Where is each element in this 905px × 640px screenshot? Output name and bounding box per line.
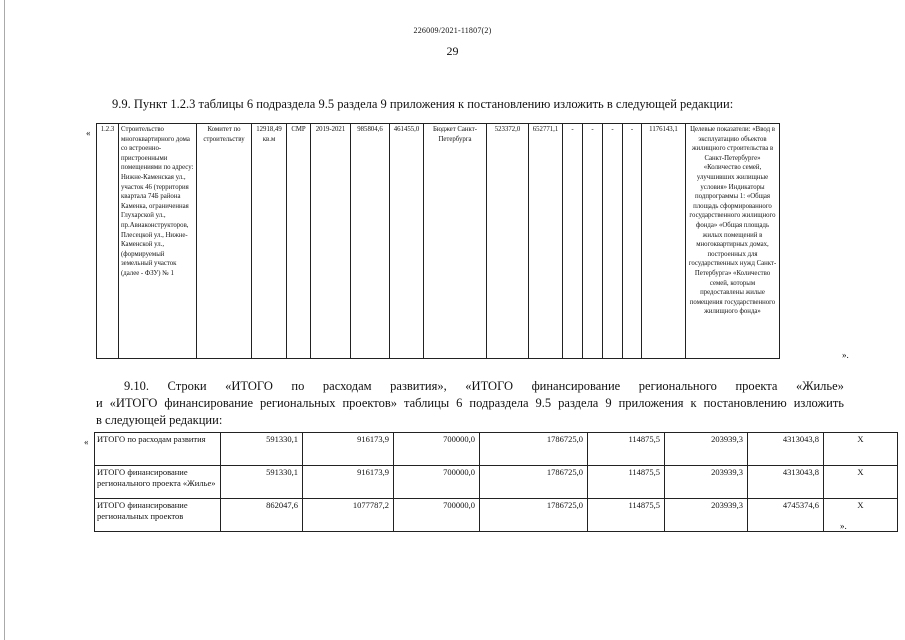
cell-type: СМР (287, 124, 311, 359)
table2-close-quote: ». (840, 521, 847, 531)
row-value: 862047,6 (221, 499, 303, 532)
page-number: 29 (446, 44, 459, 58)
cell-value-2: 461455,0 (390, 124, 424, 359)
table-row (95, 433, 898, 466)
cell-object: Строительство многоквартирного дома со встроенно-пристроенными помещениями по адресу: Нижне-Каменская ул., участок 46 (территория квартала 74Б района Каменка, ограниченная Глухарской ул., пр.Авиаконструкторов, Плесецкой ул., Нижне-Каменской ул., (формируемый земельный участок (далее - ФЗУ) № 1 (119, 124, 197, 359)
row-value: 114875,5 (588, 499, 665, 532)
totals-table (94, 432, 898, 532)
row-value: 1077787,2 (303, 499, 394, 532)
cell-area: 12918,49 кв.м (252, 124, 287, 359)
paragraph-word: расходам (322, 379, 372, 393)
row-value: 1786725,0 (480, 499, 588, 532)
scan-edge-line (4, 0, 5, 640)
row-value: 4313043,8 (748, 466, 824, 499)
paragraph-word: по (291, 379, 305, 393)
cell-value-4: 652771,1 (529, 124, 563, 359)
document-number: 226009/2021-11807(2) (413, 26, 492, 35)
table1-close-quote: ». (842, 350, 849, 360)
row-value: 4313043,8 (748, 433, 824, 466)
row-value: 114875,5 (588, 433, 665, 466)
row-label: ИТОГО финансирование региональных проектов (95, 499, 221, 532)
row-value: 1786725,0 (480, 433, 588, 466)
row-value: 203939,3 (665, 433, 748, 466)
table2-open-quote: « (84, 437, 89, 447)
cell-dash-3: - (603, 124, 623, 359)
row-value: 916173,9 (303, 433, 394, 466)
paragraph-word: «ИТОГО (225, 379, 273, 393)
row-value: 700000,0 (394, 466, 480, 499)
row-value: 1786725,0 (480, 466, 588, 499)
paragraph-9-10-line-1 (96, 378, 844, 395)
cell-value-1: 985804,6 (351, 124, 390, 359)
cell-dash-2: - (583, 124, 603, 359)
row-value: 591330,1 (221, 466, 303, 499)
cell-value-3: 523372,0 (487, 124, 529, 359)
paragraph-word: 9.10. (124, 379, 149, 393)
table-row (95, 466, 898, 499)
table1-open-quote: « (86, 128, 91, 138)
paragraph-word: регионального (638, 379, 717, 393)
cell-dash-1: - (563, 124, 583, 359)
cell-total: 1176143,1 (642, 124, 686, 359)
paragraph-word: проекта (735, 379, 778, 393)
row-mark: Х (824, 433, 898, 466)
row-value: 203939,3 (665, 499, 748, 532)
paragraph-word: финансирование (531, 379, 621, 393)
row-label: ИТОГО по расходам развития (95, 433, 221, 466)
cell-period: 2019-2021 (311, 124, 351, 359)
cell-customer: Комитет по строительству (197, 124, 252, 359)
row-label: ИТОГО финансирование регионального проекта «Жилье» (95, 466, 221, 499)
row-value: 4745374,6 (748, 499, 824, 532)
table-row (95, 499, 898, 532)
row-value: 203939,3 (665, 466, 748, 499)
paragraph-word: «ИТОГО (465, 379, 514, 393)
paragraph-9-9: 9.9. Пункт 1.2.3 таблицы 6 подраздела 9.5 раздела 9 приложения к постановлению изложить в следующей редакции: (112, 97, 734, 111)
paragraph-9-10-line-2: и «ИТОГО финансирование региональных проектов» таблицы 6 подраздела 9.5 раздела 9 приложения к постановлению изложить (96, 396, 844, 410)
paragraph-9-10 (96, 378, 844, 429)
cell-indicators: Целевые показатели: «Ввод в эксплуатацию объектов жилищного строительства в Санкт-Петербурге» «Количество семей, улучшивших жилищные условия» Индикаторы подпрограммы 1: «Общая площадь сформированного государственного жилищного фонда» «Общая площадь жилых помещений в многоквартирных домах, построенных для государственных нужд Санкт-Петербурга» «Количество семей, которым предоставлены жилые помещения государственного жилищного фонда» (686, 124, 780, 359)
table-item-1-2-3 (96, 123, 780, 359)
cell-source: Бюджет Санкт-Петербурга (424, 124, 487, 359)
row-value: 700000,0 (394, 433, 480, 466)
cell-dash-4: - (623, 124, 642, 359)
row-value: 916173,9 (303, 466, 394, 499)
row-mark: Х (824, 466, 898, 499)
row-value: 700000,0 (394, 499, 480, 532)
paragraph-9-10-line-3: в следующей редакции: (96, 413, 223, 427)
paragraph-word: развития», (390, 379, 447, 393)
row-value: 114875,5 (588, 466, 665, 499)
cell-num: 1.2.3 (97, 124, 119, 359)
row-mark: Х (824, 499, 898, 532)
paragraph-word: Строки (167, 379, 207, 393)
row-value: 591330,1 (221, 433, 303, 466)
paragraph-word: «Жилье» (796, 379, 844, 393)
